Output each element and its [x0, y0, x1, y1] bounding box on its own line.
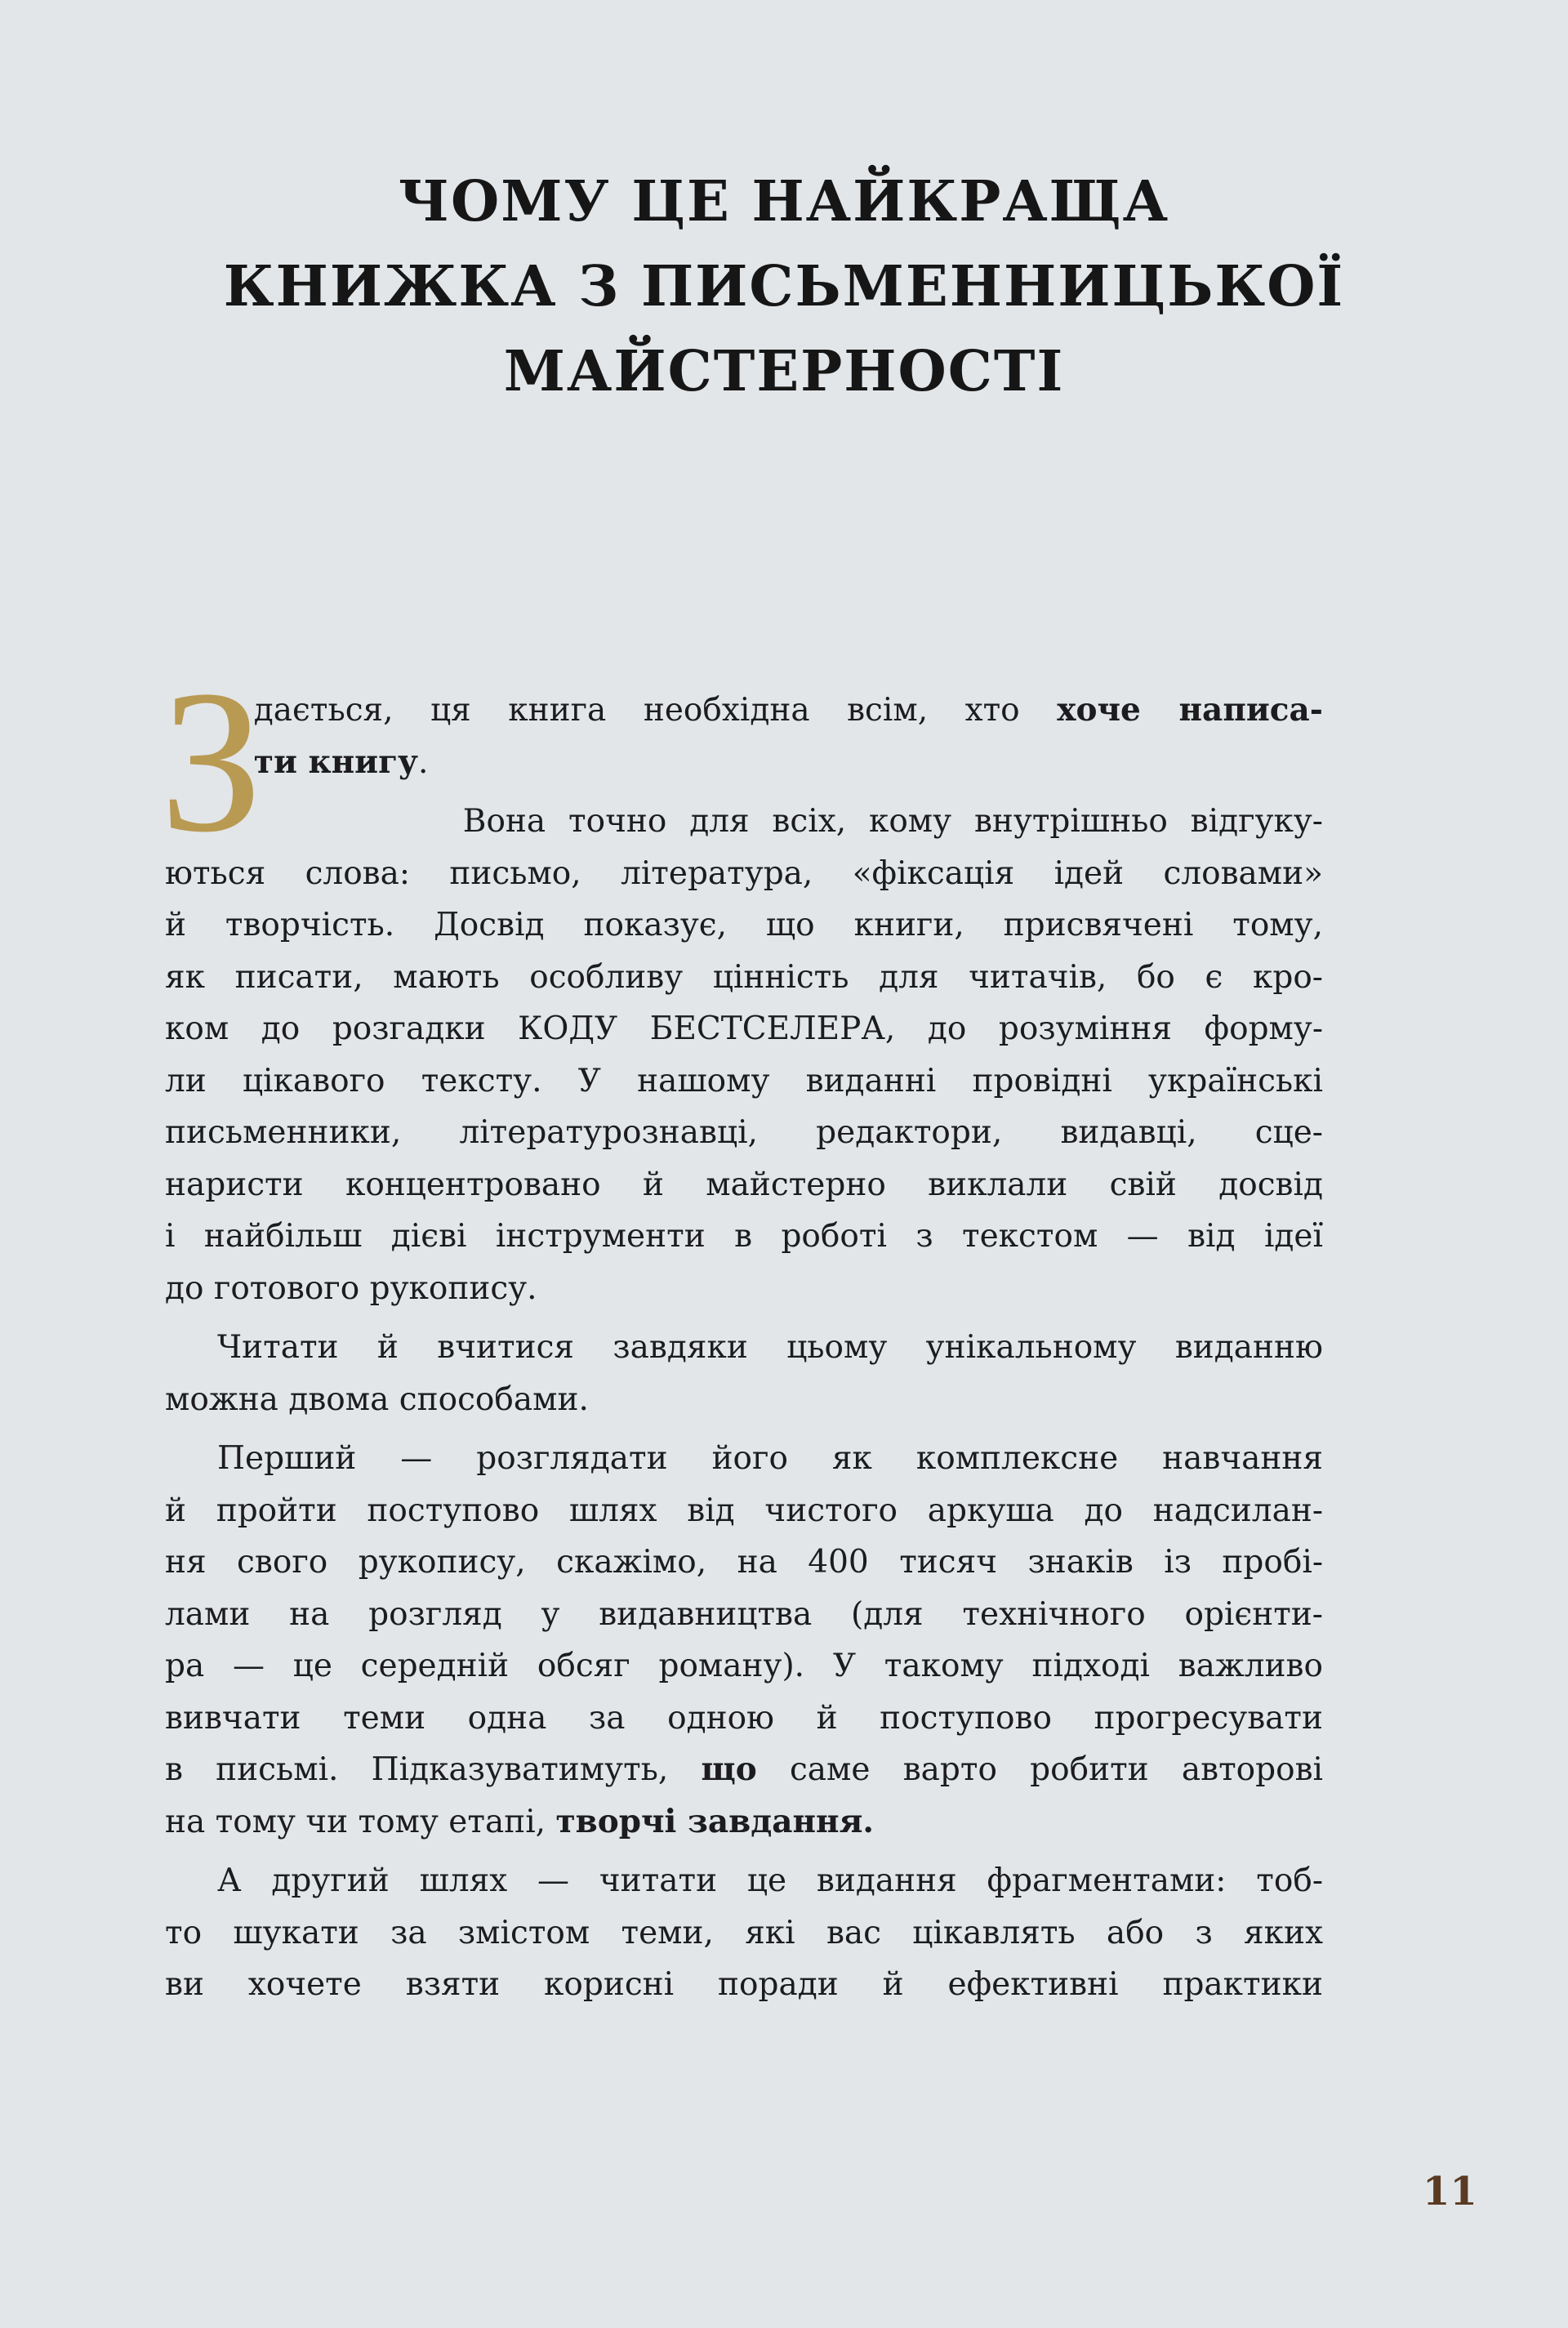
paragraph — [165, 1322, 1323, 1425]
text: ра — це середній обсяг роману). У такому підході важливо — [165, 1648, 1323, 1684]
text-line — [165, 1055, 1323, 1108]
text-line — [165, 1796, 1323, 1849]
text: то шукати за змістом теми, які вас цікавлять або з яких — [165, 1914, 1323, 1951]
text: лами на розгляд у видавництва (для технічного орієнти- — [165, 1595, 1323, 1633]
paragraph — [165, 685, 1323, 788]
text-line — [165, 1485, 1323, 1537]
text-line — [165, 1374, 1323, 1426]
text-line — [165, 1107, 1323, 1159]
text: на тому чи тому етапі, — [165, 1803, 556, 1840]
text-line — [165, 1855, 1323, 1907]
text: ви хочете взяти корисні поради й ефективні практики — [165, 1966, 1323, 2003]
text-line — [165, 685, 1323, 737]
text-line — [165, 737, 1323, 789]
text: ються слова: письмо, література, «фіксація ідей словами» — [165, 854, 1323, 892]
text-line — [165, 796, 1323, 848]
paragraph — [165, 796, 1323, 1314]
text: як писати, мають особливу цінність для читачів, бо є кро- — [165, 958, 1323, 996]
text-line — [165, 1959, 1323, 2011]
page-number: 11 — [1423, 2169, 1477, 2214]
text-line — [165, 1211, 1323, 1263]
text: А другий шлях — читати це видання фрагментами: тоб- — [217, 1862, 1323, 1899]
text-line — [165, 1692, 1323, 1745]
text-line — [165, 1589, 1323, 1641]
paragraph-gap — [165, 788, 1323, 796]
text-line — [165, 1159, 1323, 1211]
text: в письмі. Підказуватимуть, — [165, 1751, 702, 1788]
paragraph-gap — [165, 1314, 1323, 1322]
bold-text: що — [701, 1750, 757, 1788]
paragraph — [165, 1433, 1323, 1848]
chapter-title — [0, 159, 1568, 414]
text-line — [165, 1536, 1323, 1589]
title-line: КНИЖКА З ПИСЬМЕННИЦЬКОЇ — [223, 254, 1345, 319]
text-line — [165, 1744, 1323, 1796]
title-line: ЧОМУ ЦЕ НАЙКРАЩА — [398, 169, 1170, 234]
text-line — [165, 848, 1323, 900]
text-line — [165, 1322, 1323, 1374]
text: саме варто робити авторові — [756, 1751, 1323, 1788]
text: ком до розгадки КОДУ БЕСТСЕЛЕРА, до розуміння форму- — [165, 1010, 1323, 1047]
text: до готового рукопису. — [165, 1269, 537, 1307]
text: ня свого рукопису, скажімо, на 400 тисяч знаків із пробі- — [165, 1544, 1323, 1581]
text: Перший — розглядати його як комплексне навчання — [217, 1440, 1323, 1477]
text: й пройти поступово шлях від чистого аркуша до надсилан- — [165, 1492, 1323, 1529]
text-line — [165, 1907, 1323, 1960]
title-line: МАЙСТЕРНОСТІ — [503, 339, 1065, 404]
text: Читати й вчитися завдяки цьому унікальному виданню — [217, 1329, 1323, 1366]
text: вивчати теми одна за одною й поступово прогресувати — [165, 1699, 1323, 1737]
text-line — [165, 952, 1323, 1004]
text-line — [165, 899, 1323, 952]
text: письменники, літературознавці, редактори, видавці, сце- — [165, 1114, 1323, 1151]
text-line — [165, 1003, 1323, 1055]
text: можна двома способами. — [165, 1380, 589, 1418]
text: і найбільш дієві інструменти в роботі з текстом — від ідеї — [165, 1218, 1323, 1255]
text: дається, ця книга необхідна всім, хто — [253, 692, 1058, 729]
bold-text: ти книгу — [253, 743, 418, 781]
bold-text: хоче написа- — [1057, 691, 1323, 729]
drop-cap: З — [160, 649, 263, 875]
text-line — [165, 1263, 1323, 1315]
paragraph-gap — [165, 1848, 1323, 1855]
text: ли цікавого тексту. У нашому виданні провідні українські — [165, 1062, 1323, 1099]
text: Вона точно для всіх, кому внутрішньо відгуку- — [462, 803, 1323, 840]
text-line — [165, 1640, 1323, 1692]
text: наристи концентровано й майстерно виклали свій досвід — [165, 1166, 1323, 1203]
bold-text: творчі завдання. — [555, 1802, 874, 1840]
text: й творчість. Досвід показує, що книги, присвячені тому, — [165, 907, 1323, 943]
body-text — [165, 685, 1323, 2011]
text: . — [417, 743, 429, 781]
text-line — [165, 1433, 1323, 1485]
paragraph — [165, 1855, 1323, 2011]
paragraph-gap — [165, 1425, 1323, 1433]
